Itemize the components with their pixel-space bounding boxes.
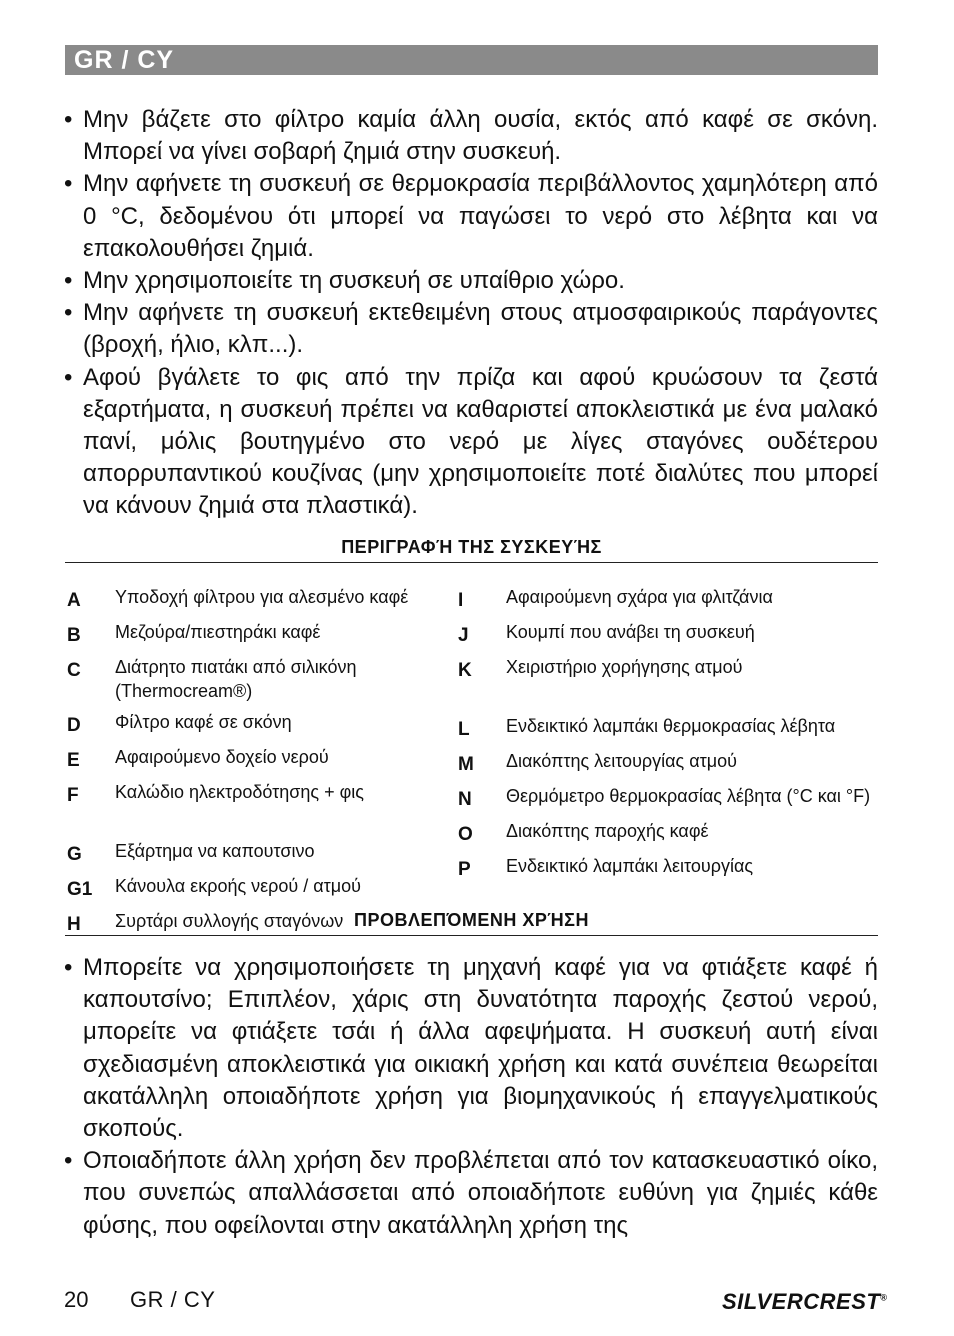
section-header-bar (65, 45, 878, 75)
footer-language: GR / CY (130, 1287, 216, 1312)
component-label: Αφαιρούμενη σχάρα για φλιτζάνια (506, 587, 773, 607)
component-row (67, 620, 487, 648)
component-label: Κάνουλα εκροής νερού / ατμού (115, 876, 362, 896)
component-letter: M (458, 754, 474, 775)
intended-use-heading: ΠΡΟΒΛΕΠΌΜΕΝΗ ΧΡΉΣΗ (65, 908, 878, 936)
component-letter: K (458, 660, 472, 681)
registered-mark: ® (880, 1292, 888, 1303)
component-row (67, 745, 487, 773)
intended-use-bullets (60, 952, 878, 1242)
component-letter: E (67, 750, 80, 771)
component-letter: N (458, 789, 472, 810)
bullet-item: • Μην αφήνετε τη συσκευή εκτεθειμένη στους ατμοσφαιρικούς παράγοντες (βροχή, ήλιο, κλπ...). (60, 297, 878, 361)
component-letter: H (67, 914, 81, 935)
component-label: Ενδεικτικό λαμπάκι θερμοκρασίας λέβητα (506, 716, 836, 736)
component-label: Αφαιρούμενο δοχείο νερού (115, 747, 329, 767)
bullet-item: • Αφού βγάλετε το φις από την πρίζα και αφού κρυώσουν τα ζεστά εξαρτήματα, η συσκευή πρέπει να καθαριστεί αποκλειστικά με ένα μαλακό πανί, μόλις βουτηγμένο στο νερό με λίγες σταγόνες ουδέτερου απορρυπαντικού κουζίνας (μην χρησιμοποιείτε ποτέ διαλύτες που μπορεί να κάνουν ζημιά στα πλαστικά). (60, 362, 878, 523)
component-row (67, 839, 487, 867)
bullet-item: • Μην χρησιμοποιείτε τη συσκευή σε υπαίθριο χώρο. (60, 265, 878, 297)
component-row (67, 585, 487, 613)
component-row (67, 874, 487, 902)
bullet-item: • Μην αφήνετε τη συσκευή σε θερμοκρασία περιβάλλοντος χαμηλότερη από 0 °C, δεδομένου ότι μπορεί να παγώσει το νερό στο λέβητα και να επακολουθήσει ζημιά. (60, 168, 878, 265)
component-label: Μεζούρα/πιεστηράκι καφέ (115, 622, 321, 642)
component-row (458, 655, 878, 683)
bullet-item: • Μην βάζετε στο φίλτρο καμία άλλη ουσία, εκτός από καφέ σε σκόνη. Μπορεί να γίνει σοβαρή ζημιά στην συσκευή. (60, 104, 878, 168)
components-left-column (67, 585, 487, 944)
component-letter: B (67, 625, 81, 646)
description-heading: ΠΕΡΙΓΡΑΦΉ ΤΗΣ ΣΥΣΚΕΥΉΣ (65, 535, 878, 563)
component-letter: P (458, 859, 471, 880)
component-row (458, 854, 878, 882)
component-letter: O (458, 824, 473, 845)
component-row (458, 714, 878, 742)
bullet-item: • Οποιαδήποτε άλλη χρήση δεν προβλέπεται από τον κατασκευαστικό οίκο, που συνεπώς απαλλάσσεται από οποιαδήποτε ευθύνη για ζημιές κάθε φύσης, που οφείλονται στην ακατάλληλη χρήση της (60, 1145, 878, 1242)
page-number: 20 (64, 1287, 89, 1312)
component-label: Χειριστήριο χορήγησης ατμού (506, 657, 743, 677)
component-letter: L (458, 719, 470, 740)
component-letter: J (458, 625, 469, 646)
component-label: Διακόπτης λειτουργίας ατμού (506, 751, 737, 771)
component-letter: A (67, 590, 81, 611)
component-letter: I (458, 590, 464, 611)
brand-logo (722, 1289, 887, 1315)
component-label: Θερμόμετρο θερμοκρασίας λέβητα (°C και °F) (506, 786, 871, 806)
component-label: Φίλτρο καφέ σε σκόνη (115, 712, 292, 732)
component-row (458, 585, 878, 613)
component-row (67, 710, 487, 738)
component-label: Καλώδιο ηλεκτροδότησης + φις (115, 782, 364, 802)
component-row (67, 780, 487, 808)
component-letter: D (67, 715, 81, 736)
component-label: Κουμπί που ανάβει τη συσκευή (506, 622, 755, 642)
component-label: Ενδεικτικό λαμπάκι λειτουργίας (506, 856, 754, 876)
component-label: Συρτάρι συλλογής σταγόνων (115, 911, 344, 931)
component-row (458, 620, 878, 648)
header-title: GR / CY (74, 46, 175, 74)
component-label: Διάτρητο πιατάκι από σιλικόνη (Thermocream®) (115, 657, 357, 701)
safety-bullets (60, 104, 878, 523)
component-letter: G1 (67, 879, 93, 900)
component-row (67, 655, 487, 703)
component-letter: C (67, 660, 81, 681)
component-row (458, 819, 878, 847)
component-letter: G (67, 844, 82, 865)
component-label: Διακόπτης παροχής καφέ (506, 821, 709, 841)
component-row (458, 749, 878, 777)
component-letter: F (67, 785, 79, 806)
component-label: Εξάρτημα να καπουτσινο (115, 841, 315, 861)
brand-logo-text: SILVERCREST (722, 1289, 881, 1314)
components-right-column (458, 585, 878, 889)
component-label: Υποδοχή φίλτρου για αλεσμένο καφέ (115, 587, 409, 607)
bullet-item: • Μπορείτε να χρησιμοποιήσετε τη μηχανή καφέ για να φτιάξετε καφέ ή καπουτσίνο; Επιπλέον, χάρις στη δυνατότητα παροχής ζεστού νερού, μπορείτε να φτιάξετε τσάι ή άλλα αφεψήματα. Η συσκευή αυτή είναι σχεδιασμένη αποκλειστικά για οικιακή χρήση και κατά συνέπεια θεωρείται ακατάλληλη οποιαδήποτε χρήση για βιομηχανικούς ή επαγγελματικούς σκοπούς. (60, 952, 878, 1145)
component-row (458, 784, 878, 812)
